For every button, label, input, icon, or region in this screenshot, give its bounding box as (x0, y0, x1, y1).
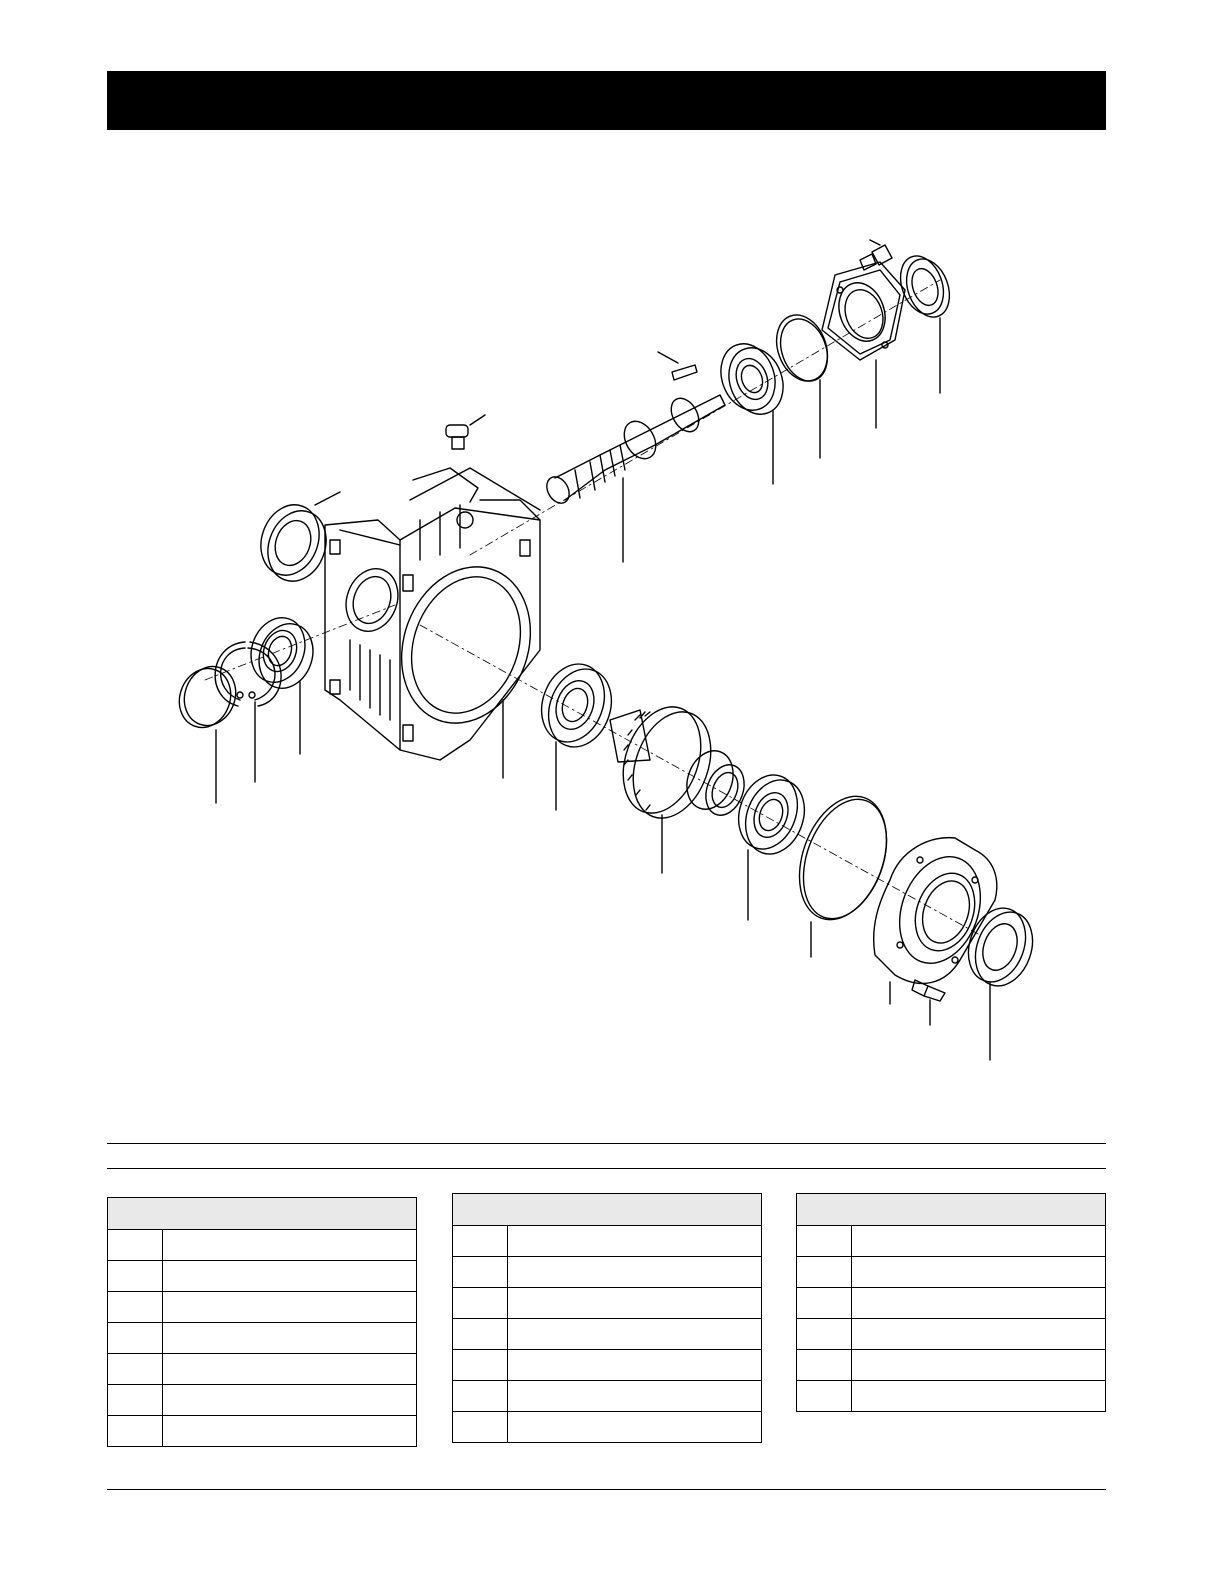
part-number-cell (108, 1292, 163, 1323)
part-description-cell (852, 1319, 1106, 1350)
part-number-cell (453, 1381, 508, 1412)
table-row (108, 1230, 417, 1261)
part-description-cell (163, 1385, 417, 1416)
flange-bolt-bottom-part (912, 980, 945, 1025)
part-description-cell (163, 1261, 417, 1292)
part-number-cell (108, 1230, 163, 1261)
table-row (797, 1257, 1106, 1288)
parts-list-table-3 (796, 1193, 1106, 1412)
part-number-cell (453, 1350, 508, 1381)
part-number-cell (108, 1416, 163, 1447)
table-row (108, 1323, 417, 1354)
output-bearing-front-part (531, 655, 622, 810)
part-description-cell (163, 1323, 417, 1354)
table-row (453, 1381, 762, 1412)
oil-seal-left-part (251, 492, 340, 589)
part-description-cell (508, 1412, 762, 1443)
part-description-cell (852, 1350, 1106, 1381)
part-number-cell (108, 1385, 163, 1416)
part-description-cell (508, 1381, 762, 1412)
part-number-cell (797, 1226, 852, 1257)
table-row (108, 1385, 417, 1416)
table-row (453, 1412, 762, 1443)
footer-rule (107, 1489, 1106, 1490)
table-header (108, 1198, 417, 1230)
part-description-cell (508, 1350, 762, 1381)
end-cap-part (171, 659, 244, 803)
part-number-cell (453, 1288, 508, 1319)
part-description-cell (163, 1354, 417, 1385)
part-description-cell (852, 1381, 1106, 1412)
input-flange-part (822, 262, 905, 428)
part-number-cell (108, 1354, 163, 1385)
part-description-cell (163, 1230, 417, 1261)
worm-wheel-part (609, 696, 750, 873)
table-header (453, 1194, 762, 1226)
section-rule-top (107, 1143, 1106, 1144)
part-number-cell (797, 1350, 852, 1381)
table-row (797, 1319, 1106, 1350)
part-description-cell (852, 1257, 1106, 1288)
flange-bolt-top-part (860, 240, 892, 270)
parts-list-table-2 (452, 1193, 762, 1443)
part-number-cell (108, 1323, 163, 1354)
table-row (108, 1292, 417, 1323)
table-row (797, 1226, 1106, 1257)
table-row (453, 1288, 762, 1319)
part-number-cell (453, 1226, 508, 1257)
part-number-cell (453, 1412, 508, 1443)
output-bearing-rear-part (729, 767, 815, 920)
part-number-cell (797, 1319, 852, 1350)
table-row (453, 1350, 762, 1381)
part-description-cell (163, 1292, 417, 1323)
output-flange-part (874, 838, 997, 1004)
gearbox-housing-part (325, 468, 552, 778)
shaft-key-part (658, 352, 697, 380)
part-number-cell (797, 1257, 852, 1288)
part-number-cell (453, 1257, 508, 1288)
part-number-cell (797, 1381, 852, 1412)
table-row (108, 1354, 417, 1385)
o-ring-small-part (768, 308, 836, 458)
table-row (797, 1350, 1106, 1381)
table-row (797, 1288, 1106, 1319)
table-row (797, 1381, 1106, 1412)
oil-seal-input-part (893, 250, 957, 393)
parts-list-table-1 (107, 1197, 417, 1447)
part-description-cell (508, 1319, 762, 1350)
part-number-cell (797, 1288, 852, 1319)
section-rule-bottom (107, 1168, 1106, 1169)
part-number-cell (108, 1261, 163, 1292)
part-description-cell (508, 1257, 762, 1288)
worm-shaft-part (542, 393, 725, 562)
part-description-cell (508, 1288, 762, 1319)
assembly-centerlines (205, 280, 980, 935)
table-row (453, 1226, 762, 1257)
breather-plug-part (446, 415, 485, 449)
table-row (453, 1257, 762, 1288)
table-row (453, 1319, 762, 1350)
table-row (108, 1416, 417, 1447)
part-description-cell (852, 1288, 1106, 1319)
o-ring-large-part (784, 784, 903, 957)
part-number-cell (453, 1319, 508, 1350)
part-description-cell (163, 1416, 417, 1447)
part-description-cell (852, 1226, 1106, 1257)
bearing-left-part (242, 610, 321, 754)
oil-seal-output-part (959, 900, 1043, 1060)
part-description-cell (508, 1226, 762, 1257)
table-header (797, 1194, 1106, 1226)
table-row (108, 1261, 417, 1292)
